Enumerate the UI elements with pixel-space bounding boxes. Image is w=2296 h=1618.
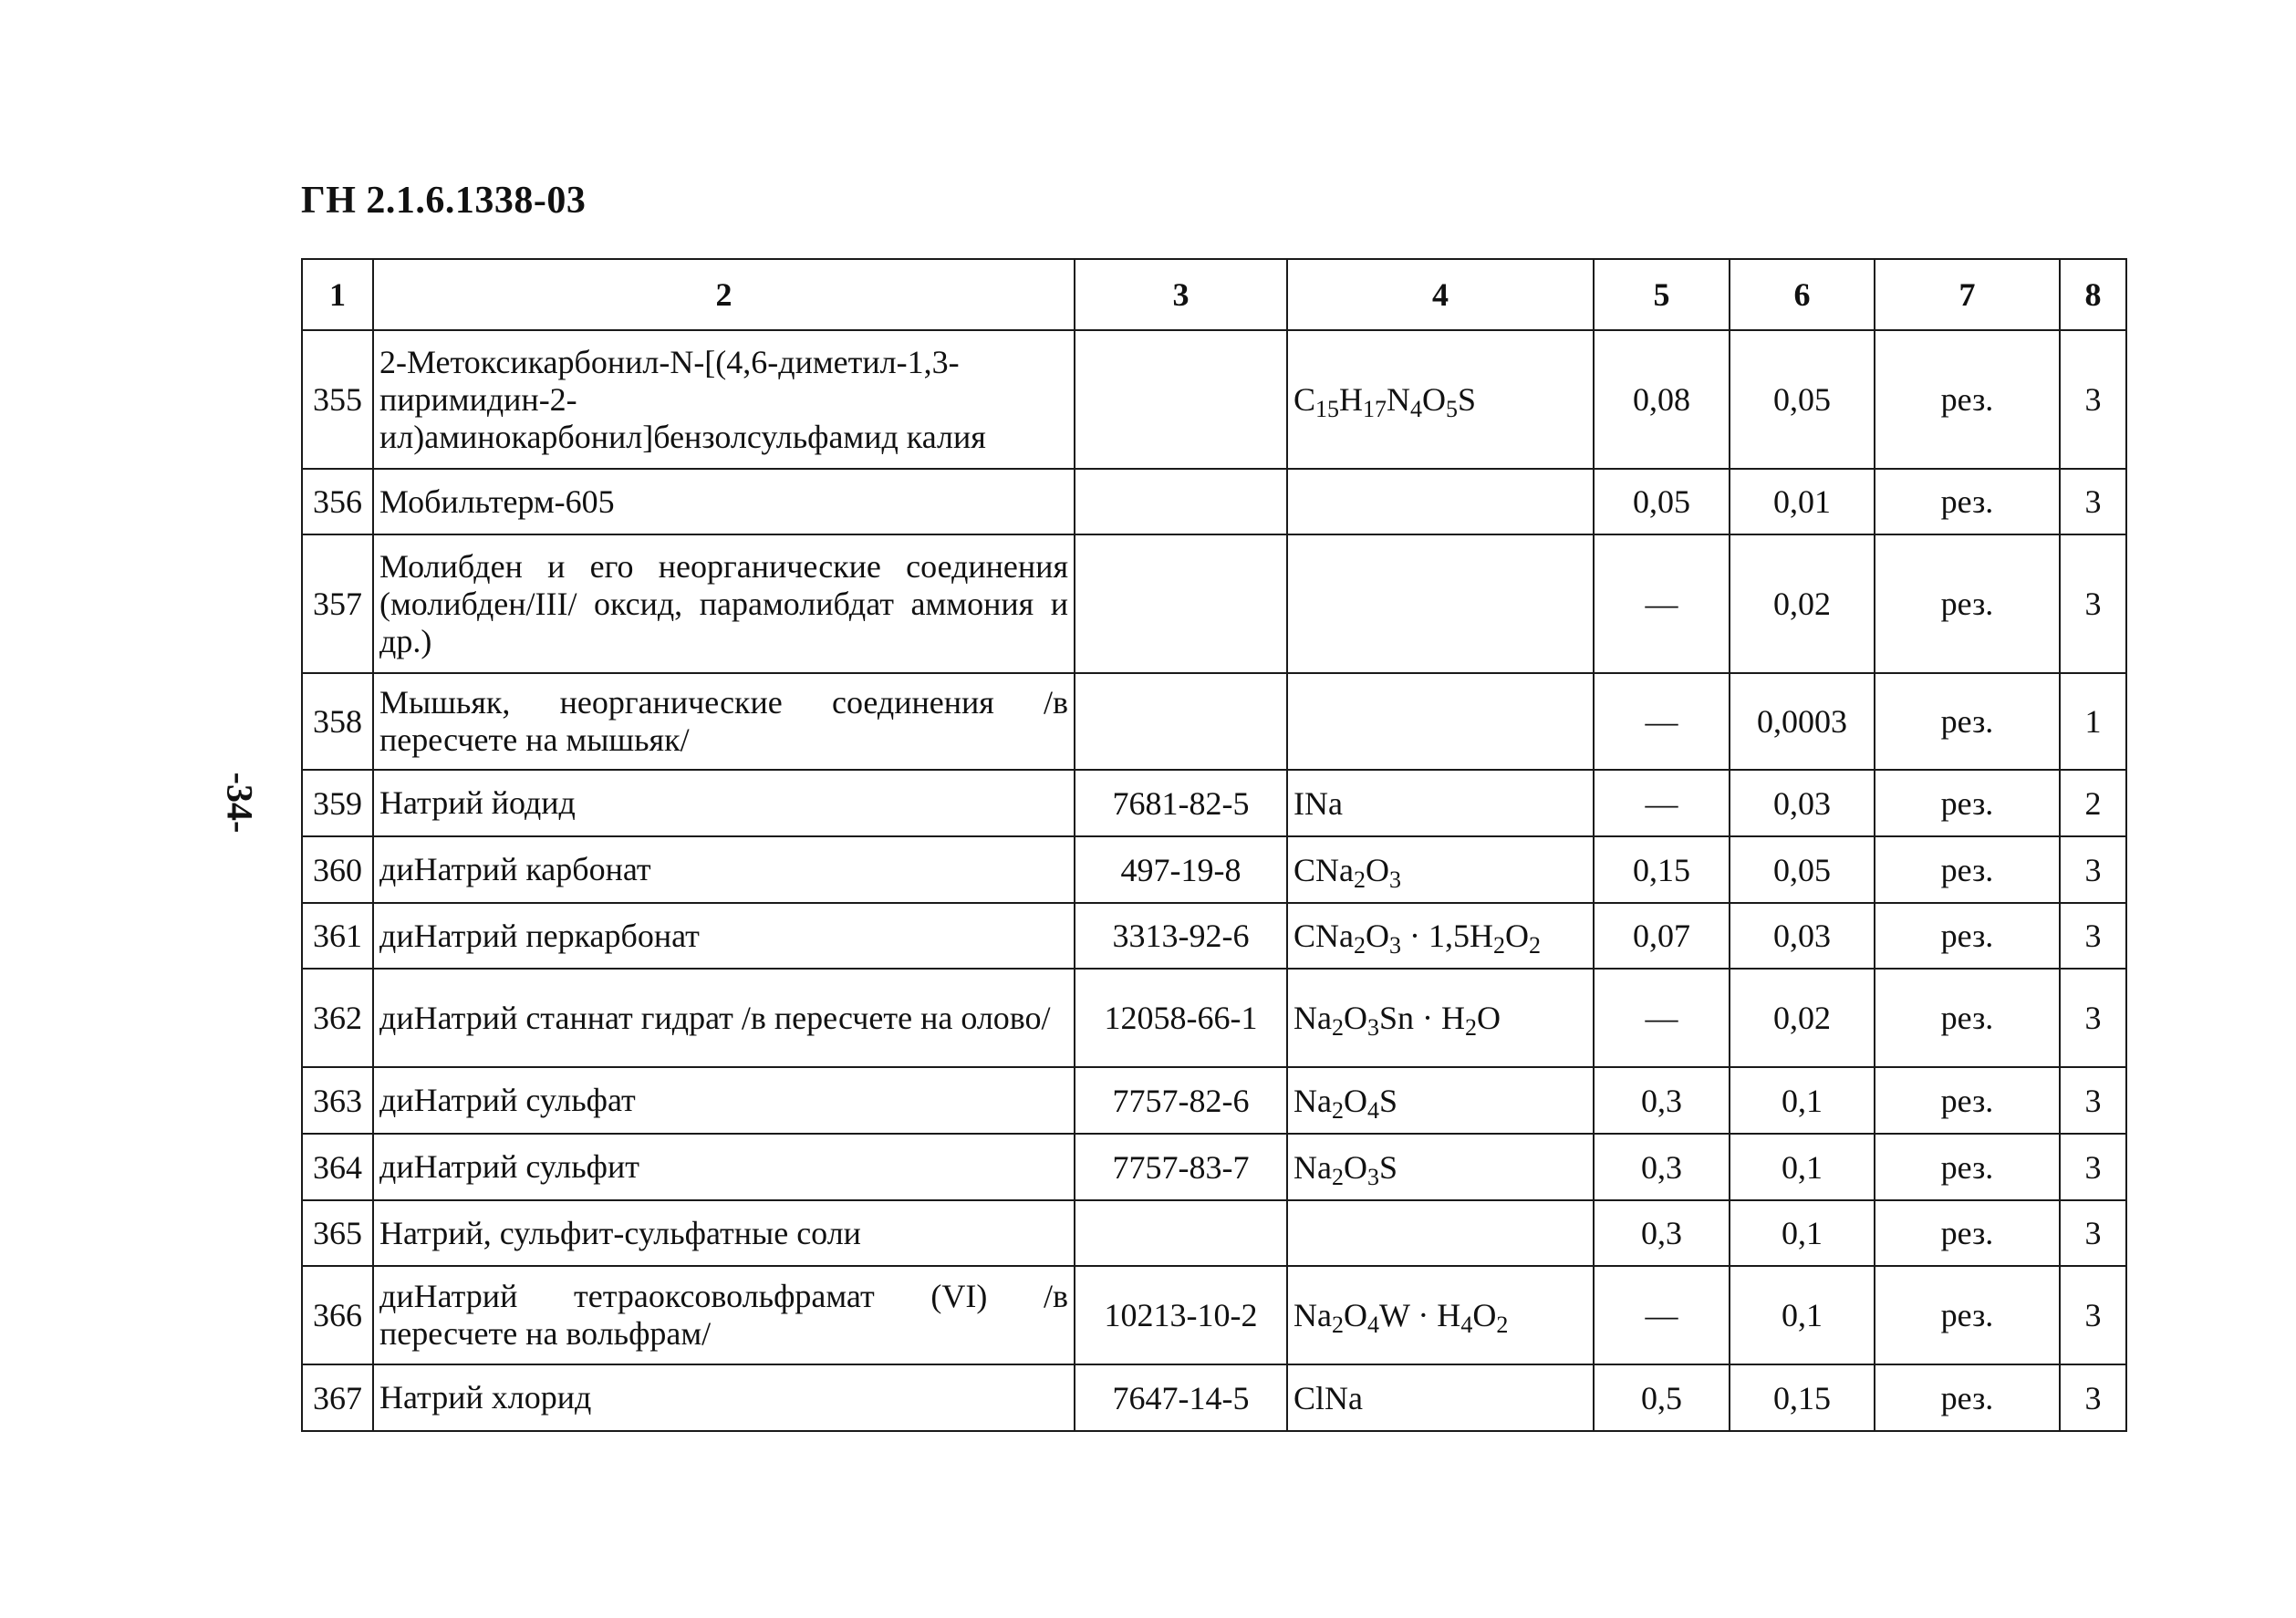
substance-name: Натрий, сульфит-сульфатные соли [373, 1200, 1075, 1266]
substance-name: Молибден и его неорганические соединения (молибден/III/ оксид, парамолибдат аммония и др.) [373, 534, 1075, 673]
value-col-7: рез. [1875, 1364, 2060, 1431]
value-col-8: 3 [2060, 1134, 2126, 1200]
value-col-8: 3 [2060, 1200, 2126, 1266]
value-col-8: 1 [2060, 673, 2126, 770]
table-row [302, 903, 2126, 969]
value-col-7: рез. [1875, 469, 2060, 534]
value-col-6: 0,02 [1730, 969, 1875, 1067]
chemical-formula: $Na_2O_4S$ [1287, 1067, 1594, 1134]
cas-number [1075, 330, 1287, 469]
cas-number [1075, 673, 1287, 770]
value-col-6: 0,03 [1730, 903, 1875, 969]
value-col-8: 3 [2060, 534, 2126, 673]
value-col-7: рез. [1875, 1266, 2060, 1364]
chemical-formula [1287, 673, 1594, 770]
substance-name: диНатрий сульфит [373, 1134, 1075, 1200]
value-col-7: рез. [1875, 969, 2060, 1067]
value-col-6: 0,01 [1730, 469, 1875, 534]
substance-name: диНатрий тетраоксовольфрамат (VI) /в пересчете на вольфрам/ [373, 1266, 1075, 1364]
page-number: -34- [219, 772, 261, 834]
value-col-6: 0,1 [1730, 1134, 1875, 1200]
value-col-6: 0,1 [1730, 1266, 1875, 1364]
table-row [302, 969, 2126, 1067]
value-col-7: рез. [1875, 1067, 2060, 1134]
value-col-6: 0,0003 [1730, 673, 1875, 770]
table-row [302, 469, 2126, 534]
substance-name: диНатрий сульфат [373, 1067, 1075, 1134]
cas-number: 7647-14-5 [1075, 1364, 1287, 1431]
row-number: 365 [302, 1200, 373, 1266]
row-number: 360 [302, 836, 373, 903]
value-col-7: рез. [1875, 1134, 2060, 1200]
chemical-formula: $CNa_2O_3$ [1287, 836, 1594, 903]
value-col-6: 0,02 [1730, 534, 1875, 673]
value-col-8: 3 [2060, 330, 2126, 469]
row-number: 362 [302, 969, 373, 1067]
table-row [302, 1364, 2126, 1431]
col-header-5: 5 [1594, 259, 1730, 330]
table-row [302, 836, 2126, 903]
value-col-8: 3 [2060, 1266, 2126, 1364]
value-col-5: — [1594, 969, 1730, 1067]
value-col-7: рез. [1875, 1200, 2060, 1266]
cas-number [1075, 534, 1287, 673]
value-col-6: 0,05 [1730, 330, 1875, 469]
table-header-row [302, 259, 2126, 330]
table-row [302, 1067, 2126, 1134]
substance-name: Мобильтерм-605 [373, 469, 1075, 534]
substance-name: диНатрий карбонат [373, 836, 1075, 903]
cas-number: 10213-10-2 [1075, 1266, 1287, 1364]
value-col-8: 3 [2060, 1364, 2126, 1431]
chemical-formula: $Na_2O_4W \cdot H_4O_2$ [1287, 1266, 1594, 1364]
substance-name: Натрий хлорид [373, 1364, 1075, 1431]
chemical-formula [1287, 1200, 1594, 1266]
col-header-4: 4 [1287, 259, 1594, 330]
value-col-7: рез. [1875, 330, 2060, 469]
col-header-2: 2 [373, 259, 1075, 330]
table-row [302, 330, 2126, 469]
value-col-8: 2 [2060, 770, 2126, 836]
cas-number: 7681-82-5 [1075, 770, 1287, 836]
value-col-6: 0,03 [1730, 770, 1875, 836]
table-row [302, 1200, 2126, 1266]
value-col-5: 0,3 [1594, 1134, 1730, 1200]
substance-name: 2-Метоксикарбонил-N-[(4,6-диметил-1,3-пиримидин-2-ил)аминокарбонил]бензолсульфамид калия [373, 330, 1075, 469]
chemical-formula: INa [1287, 770, 1594, 836]
table-row [302, 673, 2126, 770]
substance-name: Натрий йодид [373, 770, 1075, 836]
row-number: 356 [302, 469, 373, 534]
value-col-5: 0,3 [1594, 1067, 1730, 1134]
col-header-1: 1 [302, 259, 373, 330]
row-number: 363 [302, 1067, 373, 1134]
chemical-formula: ClNa [1287, 1364, 1594, 1431]
value-col-7: рез. [1875, 770, 2060, 836]
table-row [302, 770, 2126, 836]
substance-name: Мышьяк, неорганические соединения /в пересчете на мышьяк/ [373, 673, 1075, 770]
value-col-5: 0,5 [1594, 1364, 1730, 1431]
col-header-6: 6 [1730, 259, 1875, 330]
chemical-formula: $CNa_2O_3 \cdot 1,5H_2O_2$ [1287, 903, 1594, 969]
chemical-formula: $Na_2O_3Sn \cdot H_2O$ [1287, 969, 1594, 1067]
value-col-8: 3 [2060, 836, 2126, 903]
col-header-8: 8 [2060, 259, 2126, 330]
value-col-5: — [1594, 673, 1730, 770]
value-col-8: 3 [2060, 903, 2126, 969]
row-number: 361 [302, 903, 373, 969]
cas-number [1075, 1200, 1287, 1266]
value-col-8: 3 [2060, 1067, 2126, 1134]
cas-number: 7757-83-7 [1075, 1134, 1287, 1200]
value-col-7: рез. [1875, 836, 2060, 903]
cas-number: 12058-66-1 [1075, 969, 1287, 1067]
cas-number: 7757-82-6 [1075, 1067, 1287, 1134]
value-col-5: 0,05 [1594, 469, 1730, 534]
cas-number: 497-19-8 [1075, 836, 1287, 903]
row-number: 364 [302, 1134, 373, 1200]
row-number: 359 [302, 770, 373, 836]
col-header-7: 7 [1875, 259, 2060, 330]
value-col-7: рез. [1875, 534, 2060, 673]
table-row [302, 1134, 2126, 1200]
substance-name: диНатрий станнат гидрат /в пересчете на олово/ [373, 969, 1075, 1067]
value-col-8: 3 [2060, 469, 2126, 534]
value-col-7: рез. [1875, 903, 2060, 969]
chemical-formula: $Na_2O_3S$ [1287, 1134, 1594, 1200]
row-number: 367 [302, 1364, 373, 1431]
row-number: 357 [302, 534, 373, 673]
cas-number [1075, 469, 1287, 534]
value-col-5: 0,08 [1594, 330, 1730, 469]
value-col-5: 0,15 [1594, 836, 1730, 903]
row-number: 366 [302, 1266, 373, 1364]
value-col-6: 0,1 [1730, 1200, 1875, 1266]
chemical-formula [1287, 534, 1594, 673]
row-number: 355 [302, 330, 373, 469]
value-col-5: — [1594, 534, 1730, 673]
chemical-formula [1287, 469, 1594, 534]
value-col-6: 0,15 [1730, 1364, 1875, 1431]
value-col-5: 0,3 [1594, 1200, 1730, 1266]
table-body [302, 330, 2126, 1431]
table-row [302, 1266, 2126, 1364]
value-col-7: рез. [1875, 673, 2060, 770]
col-header-3: 3 [1075, 259, 1287, 330]
value-col-5: 0,07 [1594, 903, 1730, 969]
substances-table [301, 258, 2127, 1432]
chemical-formula: $C_{15}H_{17}N_4O_5S$ [1287, 330, 1594, 469]
row-number: 358 [302, 673, 373, 770]
value-col-6: 0,05 [1730, 836, 1875, 903]
value-col-5: — [1594, 1266, 1730, 1364]
value-col-6: 0,1 [1730, 1067, 1875, 1134]
substance-name: диНатрий перкарбонат [373, 903, 1075, 969]
cas-number: 3313-92-6 [1075, 903, 1287, 969]
value-col-5: — [1594, 770, 1730, 836]
table-row [302, 534, 2126, 673]
value-col-8: 3 [2060, 969, 2126, 1067]
document-code: ГН 2.1.6.1338-03 [301, 180, 587, 222]
